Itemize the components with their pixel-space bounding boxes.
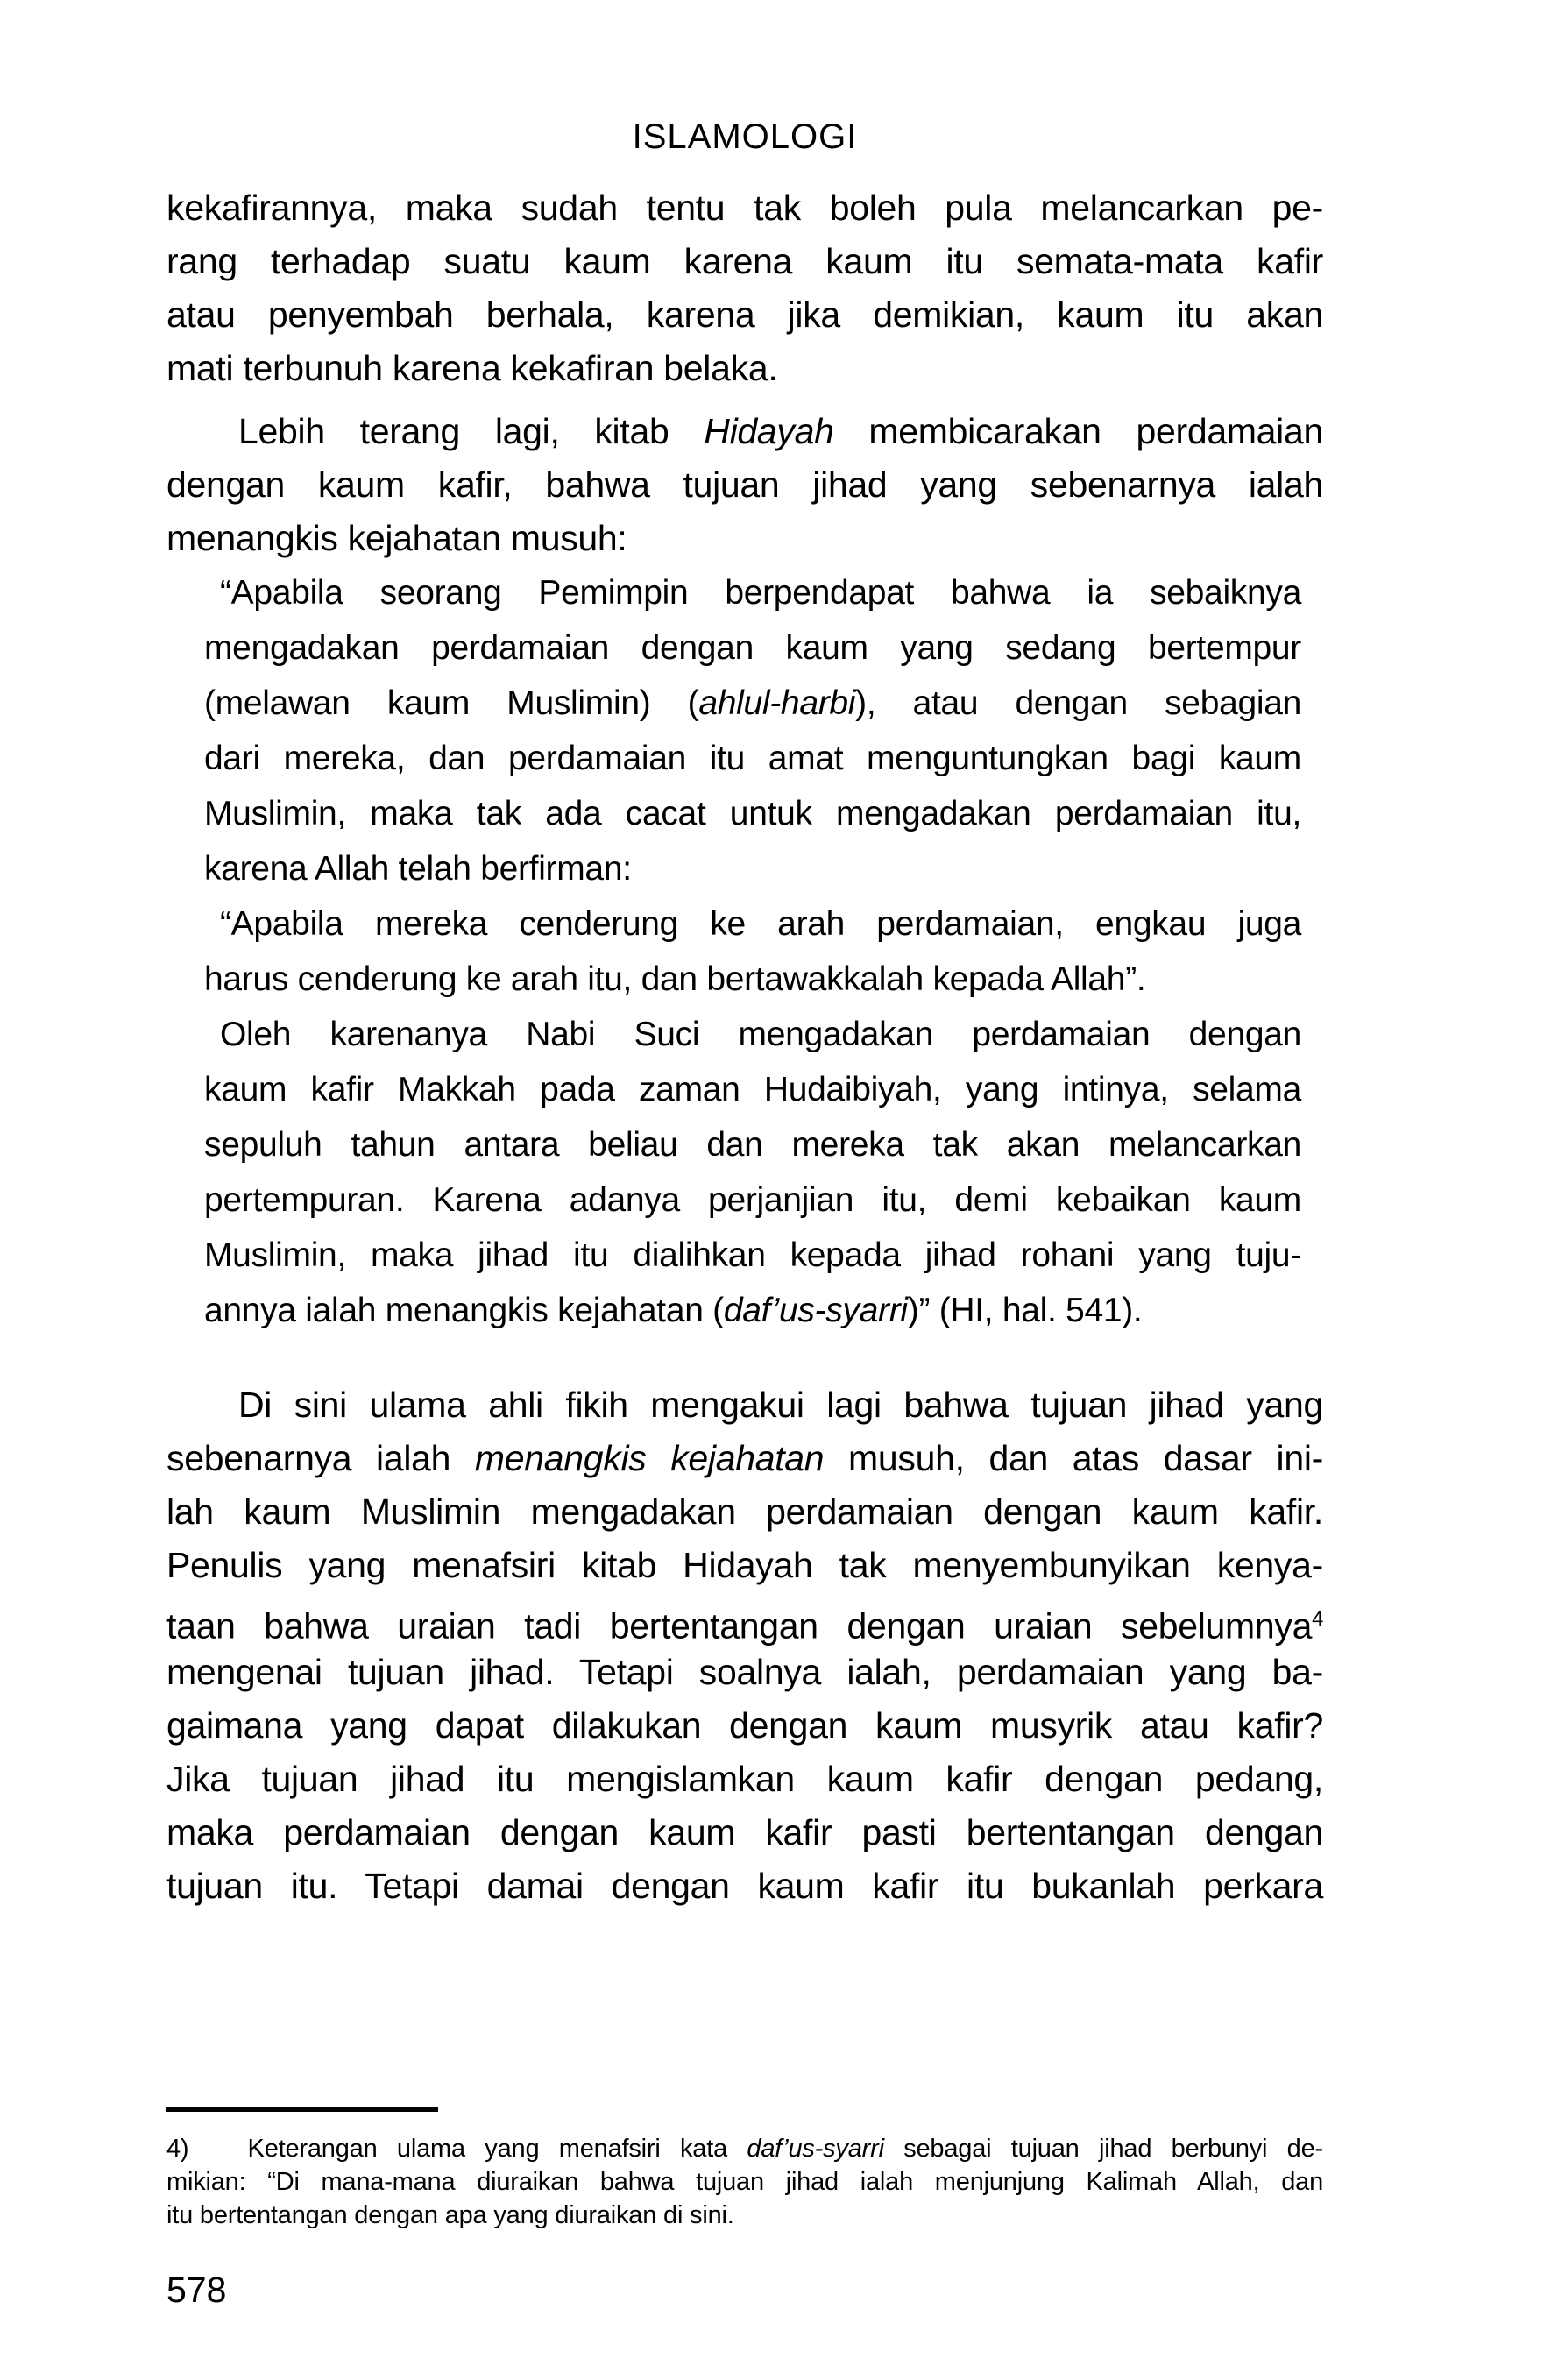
body-paragraph bbox=[166, 181, 1323, 395]
text-line: lah kaum Muslimin mengadakan perdamaian dengan kaum kafir. bbox=[166, 1491, 1323, 1532]
text-line: Muslimin, maka jihad itu dialihkan kepada jihad rohani yang tuju- bbox=[204, 1236, 1301, 1274]
text-line: mengenai tujuan jihad. Tetapi soalnya ialah, perdamaian yang ba- bbox=[166, 1652, 1323, 1692]
text-line: rang terhadap suatu kaum karena kaum itu semata-mata kafir bbox=[166, 241, 1323, 281]
page-number: 578 bbox=[166, 2270, 227, 2310]
text-line: annya ialah menangkis kejahatan (daf’us-syarri)” (HI, hal. 541). bbox=[204, 1292, 1143, 1329]
text-line: (melawan kaum Muslimin) (ahlul-harbi), atau dengan sebagian bbox=[204, 684, 1302, 722]
text-line: sepuluh tahun antara beliau dan mereka tak akan melancarkan bbox=[204, 1126, 1301, 1164]
footnote-divider-rule bbox=[166, 2107, 438, 2112]
text-line: Muslimin, maka tak ada cacat untuk mengadakan perdamaian itu, bbox=[204, 795, 1301, 832]
text-line: dengan kaum kafir, bahwa tujuan jihad yang sebenarnya ialah bbox=[166, 464, 1323, 505]
text-line: atau penyembah berhala, karena jika demikian, kaum itu akan bbox=[166, 294, 1323, 335]
text-line: “Apabila mereka cenderung ke arah perdamaian, engkau juga bbox=[220, 905, 1301, 943]
text-line: kaum kafir Makkah pada zaman Hudaibiyah, yang intinya, selama bbox=[204, 1071, 1301, 1109]
text-line: Oleh karenanya Nabi Suci mengadakan perdamaian dengan bbox=[220, 1016, 1301, 1053]
text-line: Di sini ulama ahli fikih mengakui lagi bahwa tujuan jihad yang bbox=[238, 1385, 1323, 1425]
text-line: sebenarnya ialah menangkis kejahatan musuh, dan atas dasar ini- bbox=[166, 1438, 1323, 1478]
text-line: harus cenderung ke arah itu, dan bertawakkalah kepada Allah”. bbox=[204, 960, 1146, 998]
text-line: kekafirannya, maka sudah tentu tak boleh pula melancarkan pe- bbox=[166, 188, 1323, 228]
text-line: Jika tujuan jihad itu mengislamkan kaum kafir dengan pedang, bbox=[166, 1759, 1323, 1799]
running-head-title: ISLAMOLOGI bbox=[632, 117, 858, 156]
text-line: dari mereka, dan perdamaian itu amat menguntungkan bagi kaum bbox=[204, 740, 1301, 777]
block-quote bbox=[204, 565, 1301, 1338]
footnote-text bbox=[166, 2132, 1323, 2232]
body-paragraph bbox=[166, 405, 1323, 565]
text-line: mikian: “Di mana-mana diuraikan bahwa tujuan jihad ialah menjunjung Kalimah Allah, dan bbox=[166, 2168, 1323, 2196]
text-line: maka perdamaian dengan kaum kafir pasti bertentangan dengan bbox=[166, 1812, 1323, 1852]
text-line: mati terbunuh karena kekafiran belaka. bbox=[166, 348, 778, 388]
text-line: gaimana yang dapat dilakukan dengan kaum musyrik atau kafir? bbox=[166, 1705, 1323, 1746]
text-line: Lebih terang lagi, kitab Hidayah membicarakan perdamaian bbox=[238, 411, 1323, 451]
text-line: “Apabila seorang Pemimpin berpendapat bahwa ia sebaiknya bbox=[220, 574, 1301, 612]
text-line: mengadakan perdamaian dengan kaum yang sedang bertempur bbox=[204, 629, 1301, 667]
text-line: itu bertentangan dengan apa yang diuraikan di sini. bbox=[166, 2201, 734, 2229]
text-line: menangkis kejahatan musuh: bbox=[166, 518, 627, 558]
text-line: karena Allah telah berfirman: bbox=[204, 850, 632, 888]
text-line: 4) Keterangan ulama yang menafsiri kata daf’us-syarri sebagai tujuan jihad berbunyi de- bbox=[166, 2135, 1323, 2163]
text-line: taan bahwa uraian tadi bertentangan dengan uraian sebelumnya$^4$ bbox=[166, 1605, 1323, 1647]
text-line: pertempuran. Karena adanya perjanjian itu, demi kebaikan kaum bbox=[204, 1181, 1301, 1219]
body-paragraph bbox=[166, 1378, 1323, 1913]
text-line: Penulis yang menafsiri kitab Hidayah tak menyembunyikan kenya- bbox=[166, 1545, 1323, 1585]
text-line: tujuan itu. Tetapi damai dengan kaum kafir itu bukanlah perkara bbox=[166, 1866, 1323, 1906]
